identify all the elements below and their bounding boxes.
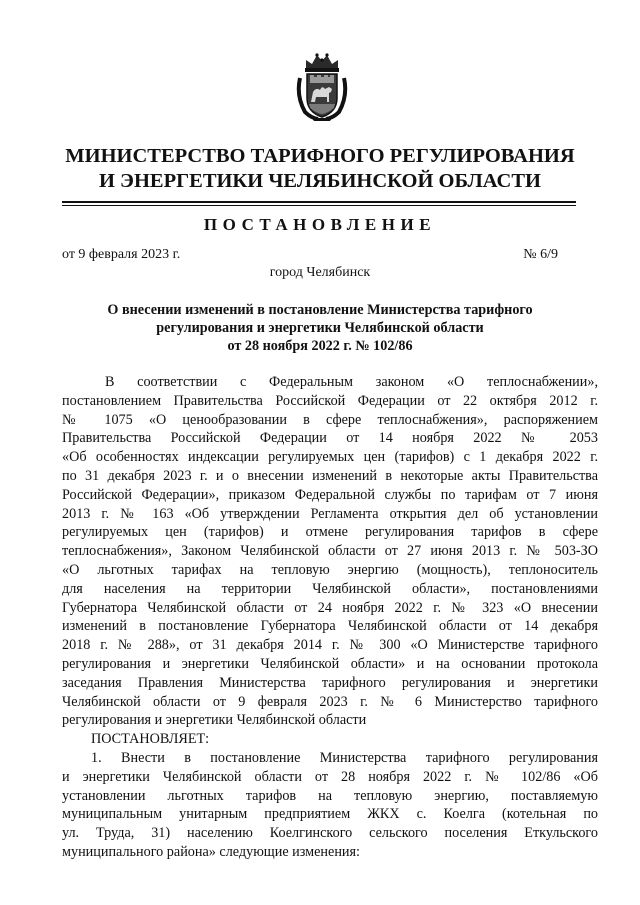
preamble-line: Губернатора Челябинской области от 24 ноября 2022 г. № 323 «О внесении	[62, 599, 598, 616]
preamble-line: «Об особенностях индексации регулируемых цен (тарифов) с 1 декабря 2022 г.	[62, 449, 598, 466]
document-body	[62, 373, 598, 862]
preamble-line: 2018 г. № 288», от 31 декабря 2014 г. № 300 «О Министерстве тарифного	[62, 637, 598, 654]
preamble-line: 2013 г. № 163 «Об утверждении Регламента открытия дел об установлении	[62, 505, 598, 522]
document-city: город Челябинск	[269, 265, 371, 280]
preamble-line: Российской Федерации», приказом Федеральной службы по тарифам от 7 июня	[62, 486, 598, 503]
document-type-title: ПОСТАНОВЛЕНИЕ	[203, 215, 437, 234]
preamble-line: регулирования и энергетики Челябинской области» и на основании протокола	[62, 655, 598, 672]
item1-line: 1. Внести в постановление Министерства тарифного регулирования	[91, 749, 598, 766]
preamble-line: постановлением Правительства Российской Федерации от 22 октября 2012 г.	[62, 392, 598, 409]
chelyabinsk-coat-of-arms-icon	[296, 52, 348, 122]
ministry-name-line-1: МИНИСТЕРСТВО ТАРИФНОГО РЕГУЛИРОВАНИЯ	[65, 145, 575, 167]
document-date: от 9 февраля 2023 г.	[62, 247, 181, 262]
preamble-line: по 31 декабря 2023 г. и о внесении изменений в некоторые акты Правительства	[62, 467, 598, 484]
item1-line: ул. Труда, 31) населению Коелгинского сельского поселения Еткульского	[62, 825, 598, 842]
item1-line: муниципального района» следующие изменения:	[62, 843, 360, 860]
preamble-line: Правительства Российской Федерации от 14 ноября 2022 № 2053	[62, 430, 598, 447]
document-subject	[60, 301, 580, 355]
subject-line: от 28 ноября 2022 г. № 102/86	[227, 338, 413, 354]
preamble-line: № 1075 «О ценообразовании в сфере теплоснабжения», распоряжением	[62, 411, 598, 428]
preamble-line: регулируемых цен (тарифов) и отмене регулирования тарифов в сфере	[62, 524, 598, 541]
preamble-line: заседания Правления Министерства тарифного регулирования и энергетики	[62, 674, 598, 691]
header-divider-thick	[62, 201, 576, 203]
subject-line: регулирования и энергетики Челябинской области	[156, 320, 484, 336]
item1-line: установлении льготных тарифов на тепловую энергию, поставляемую	[62, 787, 598, 804]
header-divider-thin	[62, 205, 576, 206]
preamble-line: теплоснабжения», Законом Челябинской области от 27 июня 2013 г. № 503-ЗО	[62, 543, 598, 560]
preamble-line: для населения на территории Челябинской области», постановлениями	[62, 580, 598, 597]
resolves-heading: ПОСТАНОВЛЯЕТ:	[91, 731, 210, 748]
preamble-line: Челябинской области от 9 февраля 2023 г. № 6 Министерство тарифного	[62, 693, 598, 710]
preamble-line: «О льготных тарифах на тепловую энергию (мощность), теплоноситель	[62, 561, 598, 578]
item1-line: муниципальным унитарным предприятием ЖКХ с. Коелга (котельная по	[62, 806, 598, 823]
preamble-line: изменений в постановление Губернатора Челябинской области от 14 декабря	[62, 618, 598, 635]
preamble-line: В соответствии с Федеральным законом «О теплоснабжении»,	[105, 374, 598, 390]
item1-line: и энергетики Челябинской области от 28 ноября 2022 г. № 102/86 «Об	[62, 768, 598, 785]
ministry-name	[60, 144, 580, 194]
document-number: № 6/9	[523, 247, 558, 262]
preamble-line: регулирования и энергетики Челябинской области	[62, 712, 367, 729]
subject-line: О внесении изменений в постановление Министерства тарифного	[107, 302, 533, 318]
ministry-name-line-2: И ЭНЕРГЕТИКИ ЧЕЛЯБИНСКОЙ ОБЛАСТИ	[98, 170, 541, 192]
